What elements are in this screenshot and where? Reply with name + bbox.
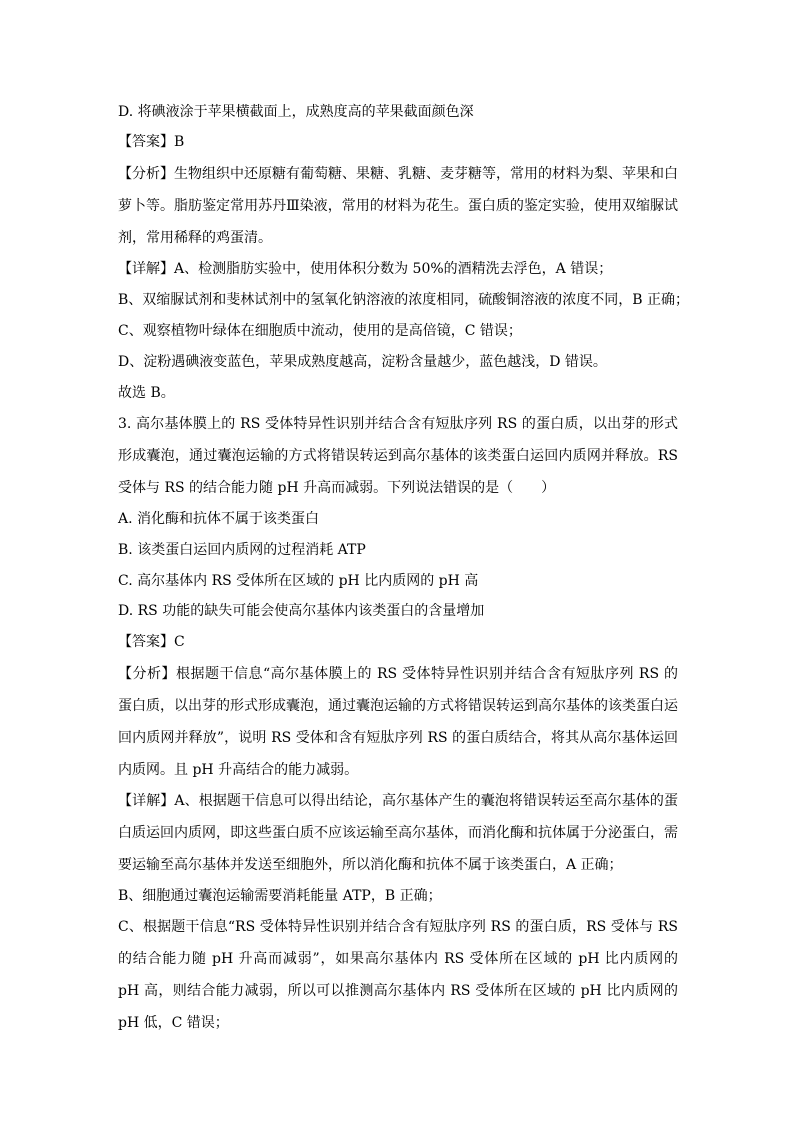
q2-analysis-line: 【分析】生物组织中还原糖有葡萄糖、果糖、乳糖、麦芽糖等，常用的材料为梨、苹果和白 xyxy=(118,166,678,182)
q3-detail-line: pH 低，C 错误； xyxy=(118,1015,229,1031)
q3-option-d: D. RS 功能的缺失可能会使高尔基体内该类蛋白的含量增加 xyxy=(118,603,485,619)
q3-detail-line: 白质运回内质网，即这些蛋白质不应该运输至高尔基体，而消化酶和抗体属于分泌蛋白，需 xyxy=(118,825,678,841)
q2-detail-line: B、双缩脲试剂和斐林试剂中的氢氧化钠溶液的浓度相同，硫酸铜溶液的浓度不同，B 正确； xyxy=(118,292,690,308)
q2-analysis-line: 萝卜等。脂肪鉴定常用苏丹Ⅲ染液，常用的材料为花生。蛋白质的鉴定实验，使用双缩脲试 xyxy=(118,198,678,214)
q2-detail-line: C、观察植物叶绿体在细胞质中流动，使用的是高倍镜，C 错误； xyxy=(118,323,522,339)
q3-analysis-line: 回内质网并释放”，说明 RS 受体和含有短肽序列 RS 的蛋白质结合，将其从高尔基体运回 xyxy=(118,730,678,746)
q2-detail-line: D、淀粉遇碘液变蓝色，苹果成熟度越高，淀粉含量越少，蓝色越浅，D 错误。 xyxy=(118,354,607,370)
q3-option-a: A. 消化酶和抗体不属于该类蛋白 xyxy=(118,511,320,527)
q3-stem-line: 形成囊泡，通过囊泡运输的方式将错误转运到高尔基体的该类蛋白运回内质网并释放。RS xyxy=(118,448,678,464)
q3-analysis-line: 【分析】根据题干信息“高尔基体膜上的 RS 受体特异性识别并结合含有短肽序列 RS 的 xyxy=(118,666,678,682)
q3-detail-line: 要运输至高尔基体并发送至细胞外，所以消化酶和抗体不属于该类蛋白，A 正确； xyxy=(118,857,623,873)
q3-answer: 【答案】C xyxy=(118,634,185,650)
q3-analysis-line: 内质网。且 pH 升高结合的能力减弱。 xyxy=(118,762,359,778)
q3-stem-line: 3. 高尔基体膜上的 RS 受体特异性识别并结合含有短肽序列 RS 的蛋白质，以出芽的形式 xyxy=(118,416,678,432)
q3-option-b: B. 该类蛋白运回内质网的过程消耗 ATP xyxy=(118,542,366,558)
q3-detail-line: 的结合能力随 pH 升高而减弱”，如果高尔基体内 RS 受体所在区域的 pH 比内质网的 xyxy=(118,951,678,967)
q3-detail-line: 【详解】A、根据题干信息可以得出结论，高尔基体产生的囊泡将错误转运至高尔基体的蛋 xyxy=(118,793,678,809)
q3-detail-line: C、根据题干信息“RS 受体特异性识别并结合含有短肽序列 RS 的蛋白质，RS 受体与 RS xyxy=(118,919,678,935)
q2-conclusion: 故选 B。 xyxy=(118,385,175,401)
q2-detail-line: 【详解】A、检测脂肪实验中，使用体积分数为 50%的酒精洗去浮色，A 错误； xyxy=(118,261,613,277)
q3-option-c: C. 高尔基体内 RS 受体所在区域的 pH 比内质网的 pH 高 xyxy=(118,573,479,589)
q3-detail-line: pH 高，则结合能力减弱，所以可以推测高尔基体内 RS 受体所在区域的 pH 比内质网的 xyxy=(118,983,678,999)
q2-answer: 【答案】B xyxy=(118,134,185,150)
q3-detail-line: B、细胞通过囊泡运输需要消耗能量 ATP，B 正确； xyxy=(118,888,442,904)
q3-analysis-line: 蛋白质，以出芽的形式形成囊泡，通过囊泡运输的方式将错误转运到高尔基体的该类蛋白运 xyxy=(118,698,678,714)
q3-stem-line: 受体与 RS 的结合能力随 pH 升高而减弱。下列说法错误的是（ ） xyxy=(118,480,556,496)
q2-option-d: D. 将碘液涂于苹果横截面上，成熟度高的苹果截面颜色深 xyxy=(118,104,474,120)
q2-analysis-line: 剂，常用稀释的鸡蛋清。 xyxy=(118,230,272,246)
